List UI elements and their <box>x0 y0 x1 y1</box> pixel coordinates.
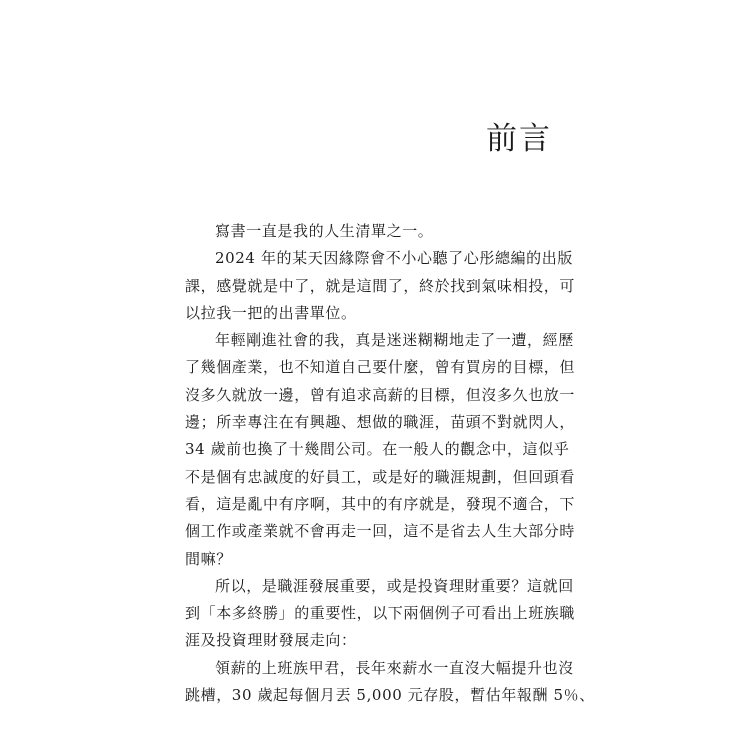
paragraph-2 <box>185 245 576 327</box>
text-line: 跳槽，30 歲起每個月丟 5,000 元存股，暫估年報酬 5％、 <box>185 686 595 705</box>
text-line: 以拉我一把的出書單位。 <box>185 303 357 322</box>
paragraph-1 <box>185 218 565 245</box>
text-line: 寫書一直是我的人生清單之一。 <box>215 222 434 240</box>
text-line: 個工作或產業就不會再走一回，這不是省去人生大部分時 <box>185 522 576 541</box>
text-line: 不是個有忠誠度的好員工，或是好的職涯規劃，但回頭看 <box>185 467 576 486</box>
text-line: 了幾個產業，也不知道自己要什麼，曾有買房的目標，但 <box>185 358 576 377</box>
text-line: 34 歲前也換了十幾間公司。在一般人的觀念中，這似乎 <box>185 440 570 459</box>
text-line: 領薪的上班族甲君，長年來薪水一直沒大幅提升也沒 <box>215 658 574 677</box>
text-line: 所以，是職涯發展重要，或是投資理財重要？這就回 <box>215 576 574 595</box>
text-line: 沒多久就放一邊，曾有追求高薪的目標，但沒多久也放一 <box>185 385 576 404</box>
body-text <box>185 218 595 709</box>
text-line: 課，感覺就是中了，就是這間了，終於找到氣味相投，可 <box>185 276 576 295</box>
chapter-title: 前言 <box>486 121 552 157</box>
paragraph-5 <box>185 655 595 710</box>
text-line: 間嘛？ <box>185 549 232 568</box>
text-line: 2024 年的某天因緣際會不小心聽了心彤總編的出版 <box>215 249 573 268</box>
text-line: 看，這是亂中有序啊，其中的有序就是，發現不適合，下 <box>185 494 576 513</box>
text-line: 年輕剛進社會的我，真是迷迷糊糊地走了一遭，經歷 <box>215 331 574 350</box>
paragraph-3 <box>185 327 576 573</box>
text-line: 到「本多終勝」的重要性，以下兩個例子可看出上班族職 <box>185 604 576 623</box>
text-line: 邊；所幸專注在有興趣、想做的職涯，苗頭不對就閃人， <box>185 413 576 432</box>
paragraph-4 <box>185 573 576 655</box>
text-line: 涯及投資理財發展走向： <box>185 631 357 650</box>
